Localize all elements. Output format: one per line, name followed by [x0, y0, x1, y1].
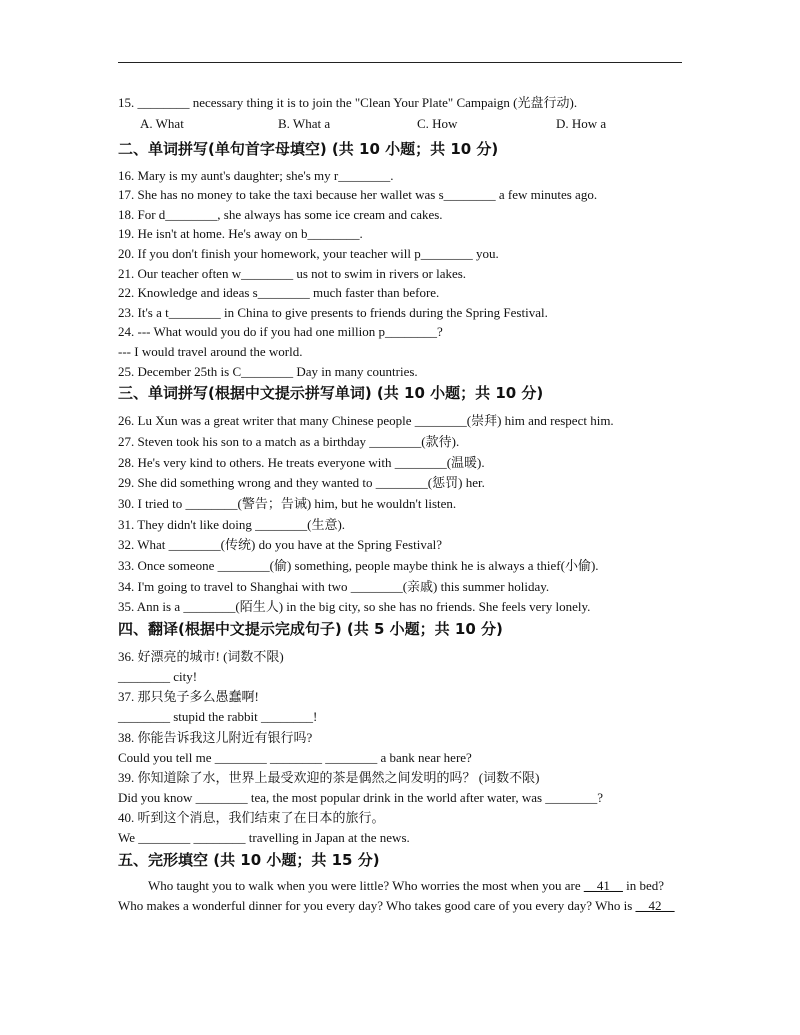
question-21: 21. Our teacher often w________ us not to swim in rivers or lakes. — [118, 266, 467, 281]
question-36-answer: ________ city! — [118, 669, 198, 684]
question-16: 16. Mary is my aunt's daughter; she's my r________. — [118, 168, 394, 183]
section-5-heading: 五、完形填空 (共 10 小题；共 15 分) — [118, 851, 380, 869]
section-4-heading: 四、翻译(根据中文提示完成句子) (共 5 小题；共 10 分) — [118, 620, 503, 638]
question-22: 22. Knowledge and ideas s________ much faster than before. — [118, 285, 440, 300]
question-26: 26. Lu Xun was a great writer that many Chinese people ________(崇拜) him and respect him. — [118, 413, 614, 428]
question-38: 38. 你能告诉我这儿附近有银行吗? — [118, 730, 313, 745]
question-28: 28. He's very kind to others. He treats everyone with ________(温暖). — [118, 455, 485, 470]
cloze-line-2 — [118, 898, 675, 914]
question-35: 35. Ann is a ________(陌生人) in the big city, so she has no friends. She feels very lonely. — [118, 599, 591, 614]
question-39: 39. 你知道除了水，世界上最受欢迎的茶是偶然之间发明的吗？ (词数不限) — [118, 770, 540, 785]
option-c: C. How — [417, 116, 458, 131]
section-3-heading: 三、单词拼写(根据中文提示拼写单词) (共 10 小题；共 10 分) — [118, 384, 544, 402]
question-19: 19. He isn't at home. He's away on b________. — [118, 226, 363, 241]
section-2-heading: 二、单词拼写(单句首字母填空) (共 10 小题；共 10 分) — [118, 140, 499, 158]
cloze-text: Who taught you to walk when you were little? Who worries the most when you are — [148, 878, 584, 893]
question-23: 23. It's a t________ in China to give presents to friends during the Spring Festival. — [118, 305, 548, 320]
cloze-line-1 — [148, 878, 664, 894]
question-20: 20. If you don't finish your homework, your teacher will p________ you. — [118, 246, 499, 261]
question-38-answer: Could you tell me ________ ________ ________ a bank near here? — [118, 750, 472, 765]
blank-41: __41__ — [583, 878, 623, 893]
question-37: 37. 那只兔子多么愚蠢啊! — [118, 689, 259, 704]
question-39-answer: Did you know ________ tea, the most popular drink in the world after water, was ________? — [118, 790, 604, 805]
question-27: 27. Steven took his son to a match as a birthday ________(款待). — [118, 434, 460, 449]
option-a: A. What — [140, 116, 184, 131]
question-24: 24. --- What would you do if you had one million p________? — [118, 324, 443, 339]
question-29: 29. She did something wrong and they wanted to ________(惩罚) her. — [118, 475, 485, 490]
option-b: B. What a — [278, 116, 331, 131]
question-25: 25. December 25th is C________ Day in many countries. — [118, 364, 418, 379]
blank-42: __42__ — [635, 898, 675, 913]
cloze-text: in bed? — [622, 878, 665, 893]
header-rule — [118, 62, 682, 63]
question-31: 31. They didn't like doing ________(生意). — [118, 517, 346, 532]
question-33: 33. Once someone ________(偷) something, people maybe think he is always a thief(小偷). — [118, 558, 599, 573]
question-15: 15. ________ necessary thing it is to join the "Clean Your Plate" Campaign (光盘行动). — [118, 95, 578, 110]
question-17: 17. She has no money to take the taxi because her wallet was s________ a few minutes ago. — [118, 187, 598, 202]
question-32: 32. What ________(传统) do you have at the Spring Festival? — [118, 537, 442, 552]
option-d: D. How a — [556, 116, 607, 131]
question-40-answer: We ________ ________ travelling in Japan at the news. — [118, 830, 410, 845]
question-15-options — [140, 116, 680, 132]
question-37-answer: ________ stupid the rabbit ________! — [118, 709, 318, 724]
question-18: 18. For d________, she always has some ice cream and cakes. — [118, 207, 443, 222]
question-36: 36. 好漂亮的城市! (词数不限) — [118, 649, 284, 664]
question-24-answer: --- I would travel around the world. — [118, 344, 303, 359]
question-34: 34. I'm going to travel to Shanghai with two ________(亲戚) this summer holiday. — [118, 579, 550, 594]
question-30: 30. I tried to ________(警告；告诫) him, but he wouldn't listen. — [118, 496, 457, 511]
question-40: 40. 听到这个消息，我们结束了在日本的旅行。 — [118, 810, 385, 825]
cloze-text: Who makes a wonderful dinner for you every day? Who takes good care of you every day? Who is — [118, 898, 636, 913]
